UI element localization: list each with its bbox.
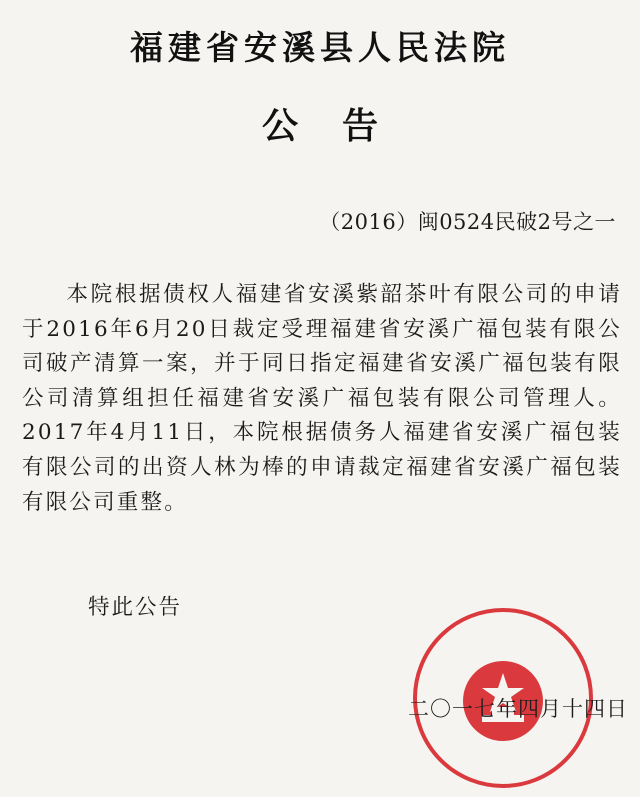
- court-name: 福建省安溪县人民法院: [130, 28, 510, 67]
- case-number: （2016）闽0524民破2号之一: [319, 210, 616, 234]
- notice-title: 公告: [261, 105, 422, 147]
- closing-line: 特此公告: [88, 595, 183, 620]
- notice-body-text: 本院根据债权人福建省安溪紫韶茶叶有限公司的申请于2016年6月20日裁定受理福建省安溪广福包装有限公司破产清算一案，并于同日指定福建省安溪广福包装有限公司清算组担任福建省安溪广福包装有限公司管理人。2017年4月11日，本院根据债务人福建省安溪广福包装有限公司的出资人林为棒的申请裁定福建省安溪广福包装有限公司重整。: [22, 282, 622, 515]
- notice-date: 二〇一七年四月十四日: [408, 697, 628, 721]
- notice-body: [22, 278, 622, 520]
